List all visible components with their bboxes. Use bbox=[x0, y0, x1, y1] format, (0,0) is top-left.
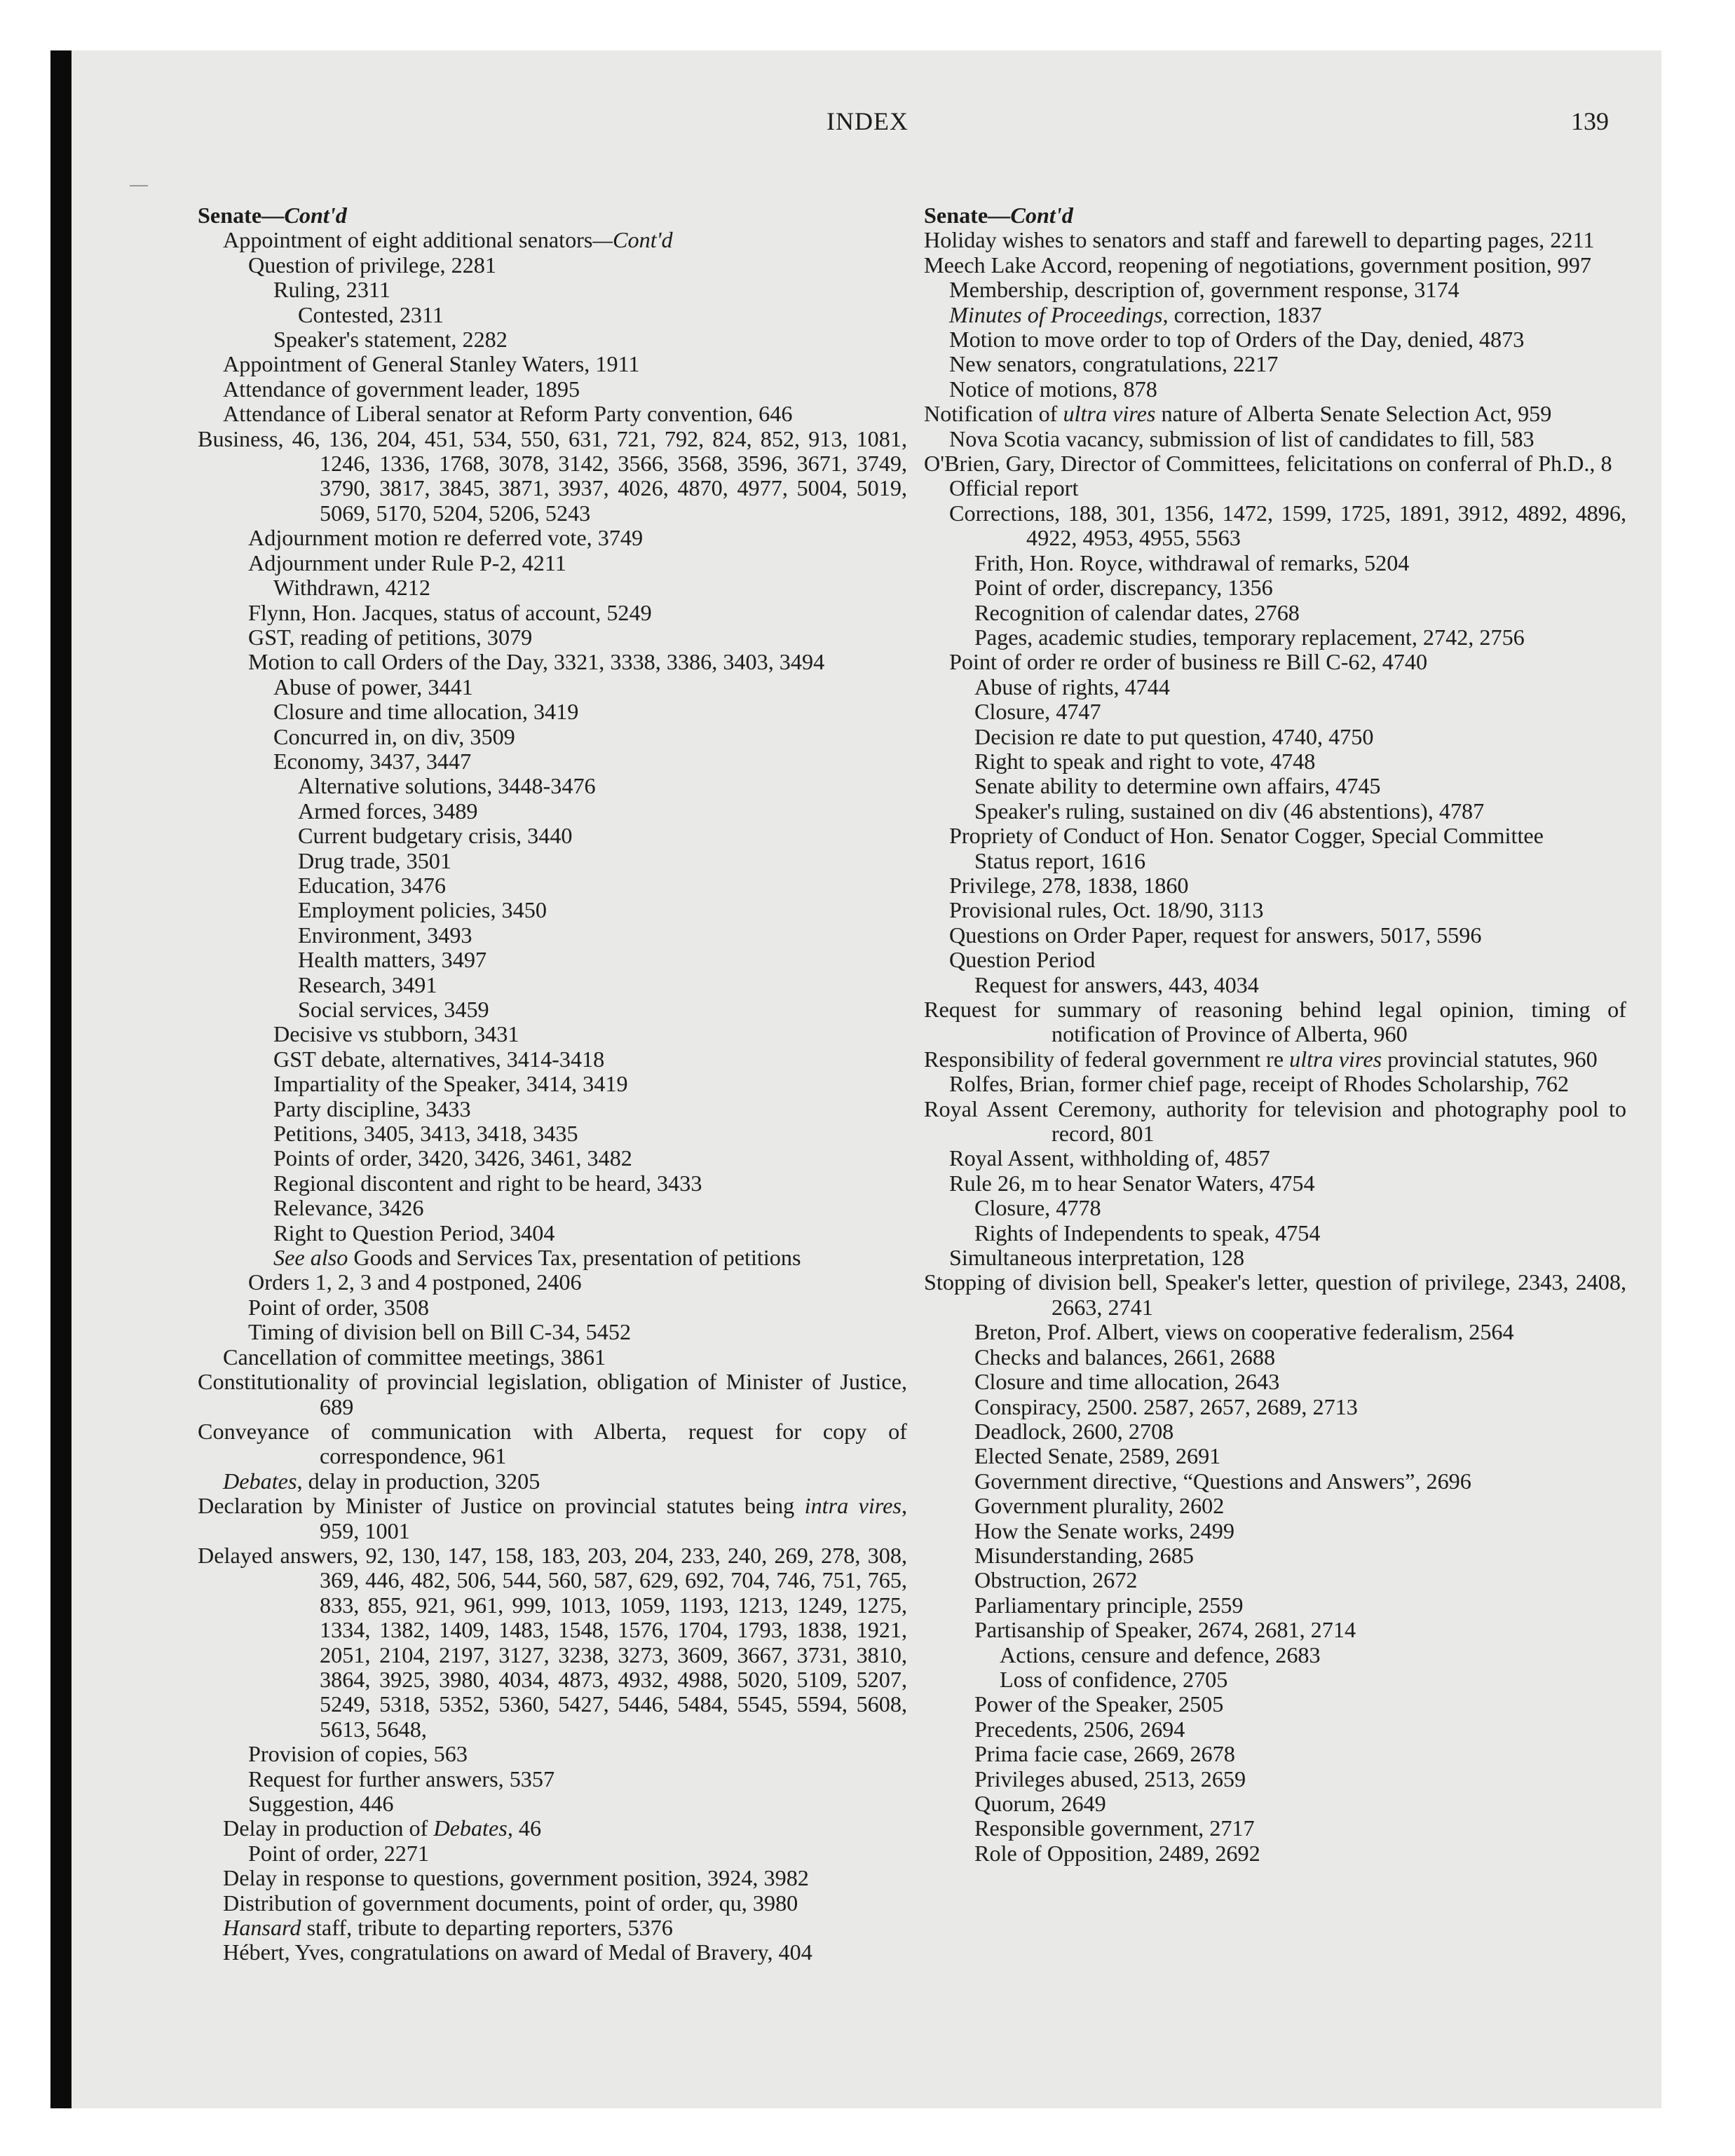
index-term: Ruling, 2311 bbox=[273, 277, 390, 303]
index-term: Constitutionality of provincial legislation, obligation of Minister of Justice, 689 bbox=[198, 1369, 907, 1419]
index-entry bbox=[273, 327, 907, 352]
index-entry bbox=[924, 451, 1626, 476]
index-entry bbox=[924, 402, 1626, 426]
index-term: Current budgetary crisis, 3440 bbox=[298, 823, 573, 849]
index-entry bbox=[974, 1767, 1626, 1792]
index-entry bbox=[974, 1568, 1626, 1592]
index-entry bbox=[974, 1320, 1626, 1344]
index-entry bbox=[298, 799, 907, 824]
index-entry bbox=[974, 1221, 1626, 1246]
italic-term: ultra vires bbox=[1063, 401, 1156, 427]
index-entry bbox=[974, 625, 1626, 650]
index-term: Point of order, 3508 bbox=[248, 1294, 429, 1320]
index-entry bbox=[298, 923, 907, 948]
index-term: nature of Alberta Senate Selection Act, 959 bbox=[1155, 401, 1552, 427]
index-term: Speaker's statement, 2282 bbox=[273, 327, 508, 353]
index-entry bbox=[924, 1097, 1626, 1147]
index-term: Motion to move order to top of Orders of the Day, denied, 4873 bbox=[949, 327, 1525, 353]
index-entry bbox=[298, 849, 907, 873]
index-entry bbox=[924, 1270, 1626, 1320]
index-entry bbox=[974, 1196, 1626, 1220]
index-term: Closure, 4747 bbox=[974, 699, 1101, 725]
index-term: Privileges abused, 2513, 2659 bbox=[974, 1766, 1246, 1792]
index-entry bbox=[248, 1792, 907, 1816]
index-entry bbox=[298, 303, 907, 327]
index-term: Hébert, Yves, congratulations on award of Medal of Bravery, 404 bbox=[223, 1939, 812, 1965]
index-term: Holiday wishes to senators and staff and farewell to departing pages, 2211 bbox=[924, 227, 1595, 253]
index-term: Drug trade, 3501 bbox=[298, 847, 451, 873]
index-entry bbox=[198, 1494, 907, 1543]
scan-bottom-margin bbox=[50, 2108, 1661, 2156]
index-entry bbox=[949, 898, 1626, 922]
index-entry bbox=[974, 675, 1626, 700]
index-term: Delayed answers, 92, 130, 147, 158, 183, 203, 204, 233, 240, 269, 278, 308, 369, 446, 482, 506, 544, 560, 587, 629, 692, 704, 746, 751, 765, 833, 855, 921, 961, 999, 1013, 1059, 1193, 1213, 1249, 1275, 1334, 1382, 1409, 1483, 1548, 1576, 1704, 1793, 1838, 1921, 2051, 2104, 2197, 3127, 3238, 3273, 3609, 3667, 3731, 3810, 3864, 3925, 3980, 4034, 4873, 4932, 4988, 5020, 5109, 5207, 5249, 5318, 5352, 5360, 5427, 5446, 5484, 5545, 5594, 5608, 5613, 5648, bbox=[198, 1542, 907, 1742]
index-term: Environment, 3493 bbox=[298, 922, 472, 948]
continued-mark: —Cont'd bbox=[988, 203, 1073, 228]
index-term: Question of privilege, 2281 bbox=[248, 252, 496, 278]
index-entry bbox=[974, 1419, 1626, 1444]
index-entry bbox=[248, 551, 907, 575]
index-term: Closure, 4778 bbox=[974, 1195, 1101, 1221]
index-entry bbox=[949, 1246, 1626, 1270]
index-entry bbox=[1000, 1643, 1626, 1667]
index-entry bbox=[974, 1717, 1626, 1742]
index-entry bbox=[198, 1543, 907, 1742]
index-term: Business, 46, 136, 204, 451, 534, 550, 631, 721, 792, 824, 852, 913, 1081, 1246, 1336, 1768, 3078, 3142, 3566, 3568, 3596, 3671, 3749, 3790, 3817, 3845, 3871, 3937, 4026, 4870, 4977, 5004, 5019, 5069, 5170, 5204, 5206, 5243 bbox=[198, 425, 907, 526]
index-term: Question Period bbox=[949, 947, 1096, 973]
index-term: Rights of Independents to speak, 4754 bbox=[974, 1220, 1321, 1246]
index-entry bbox=[298, 774, 907, 798]
index-entry bbox=[974, 973, 1626, 997]
index-term: Nova Scotia vacancy, submission of list of candidates to fill, 583 bbox=[949, 425, 1535, 451]
index-entry bbox=[974, 1345, 1626, 1370]
index-term: Attendance of government leader, 1895 bbox=[223, 376, 580, 402]
index-entry bbox=[974, 1519, 1626, 1543]
index-entry bbox=[248, 1270, 907, 1295]
index-entry bbox=[949, 948, 1626, 972]
index-entry bbox=[974, 1692, 1626, 1717]
italic-term: ultra vires bbox=[1289, 1046, 1382, 1072]
index-entry bbox=[248, 1295, 907, 1320]
index-term: Status report, 1616 bbox=[974, 847, 1146, 873]
index-term: Royal Assent, withholding of, 4857 bbox=[949, 1145, 1270, 1171]
index-term: Delay in response to questions, government position, 3924, 3982 bbox=[223, 1865, 809, 1891]
index-term: New senators, congratulations, 2217 bbox=[949, 351, 1279, 377]
index-entry bbox=[924, 228, 1626, 252]
index-term: Simultaneous interpretation, 128 bbox=[949, 1245, 1245, 1271]
index-entry bbox=[223, 1469, 907, 1494]
index-term: Request for summary of reasoning behind legal opinion, timing of notification of Province of Alberta, 960 bbox=[924, 997, 1626, 1047]
index-term: Stopping of division bell, Speaker's letter, question of privilege, 2343, 2408, 2663, 2741 bbox=[924, 1269, 1626, 1320]
index-term: Point of order re order of business re Bill C-62, 4740 bbox=[949, 649, 1428, 675]
index-entry bbox=[273, 575, 907, 600]
index-term: Abuse of power, 3441 bbox=[273, 674, 473, 700]
index-entry bbox=[248, 1742, 907, 1766]
continued-mark: —Cont'd bbox=[261, 203, 347, 228]
index-entry bbox=[198, 427, 907, 526]
index-term: Delay in production of bbox=[223, 1815, 434, 1841]
index-entry bbox=[273, 1097, 907, 1121]
index-entry bbox=[974, 551, 1626, 575]
index-heading bbox=[924, 203, 1626, 228]
index-term: Breton, Prof. Albert, views on cooperative federalism, 2564 bbox=[974, 1319, 1514, 1345]
index-term: Request for further answers, 5357 bbox=[248, 1766, 555, 1792]
index-term: Conveyance of communication with Alberta, request for copy of correspondence, 961 bbox=[198, 1418, 907, 1469]
index-entry bbox=[949, 923, 1626, 948]
index-term: Checks and balances, 2661, 2688 bbox=[974, 1344, 1276, 1370]
index-term: Responsibility of federal government re bbox=[924, 1046, 1290, 1072]
index-term: Corrections, 188, 301, 1356, 1472, 1599, 1725, 1891, 3912, 4892, 4896, 4922, 4953, 4955, 5563 bbox=[949, 500, 1626, 551]
index-term: Adjournment under Rule P-2, 4211 bbox=[248, 550, 566, 575]
index-term: Deadlock, 2600, 2708 bbox=[974, 1418, 1174, 1444]
index-entry bbox=[949, 303, 1626, 327]
continued-mark: —Cont'd bbox=[592, 227, 673, 253]
index-term: O'Brien, Gary, Director of Committees, felicitations on conferral of Ph.D., 8 bbox=[924, 451, 1612, 477]
index-term: Notice of motions, 878 bbox=[949, 376, 1157, 402]
index-entry bbox=[949, 278, 1626, 302]
italic-term: intra vires bbox=[804, 1493, 901, 1519]
index-term: Government plurality, 2602 bbox=[974, 1493, 1225, 1519]
index-term: Senate bbox=[198, 203, 262, 228]
index-entry bbox=[924, 1047, 1626, 1072]
index-entry bbox=[298, 824, 907, 848]
index-term: Propriety of Conduct of Hon. Senator Cogger, Special Committee bbox=[949, 823, 1544, 849]
italic-term: Hansard bbox=[223, 1915, 301, 1941]
index-term: Meech Lake Accord, reopening of negotiations, government position, 997 bbox=[924, 252, 1591, 278]
index-term: Loss of confidence, 2705 bbox=[1000, 1666, 1228, 1692]
index-term: , correction, 1837 bbox=[1162, 301, 1322, 327]
index-entry bbox=[974, 1494, 1626, 1518]
index-heading bbox=[198, 203, 907, 228]
index-entry bbox=[949, 650, 1626, 674]
index-term: Cancellation of committee meetings, 3861 bbox=[223, 1344, 606, 1370]
index-entry bbox=[273, 675, 907, 700]
index-entry bbox=[974, 1841, 1626, 1866]
index-term: Closure and time allocation, 2643 bbox=[974, 1369, 1280, 1395]
index-entry bbox=[198, 1419, 907, 1469]
index-term: staff, tribute to departing reporters, 5376 bbox=[301, 1915, 673, 1941]
italic-term: See also bbox=[273, 1245, 348, 1271]
index-term: Appointment of General Stanley Waters, 1911 bbox=[223, 351, 640, 377]
index-term: Declaration by Minister of Justice on provincial statutes being bbox=[198, 1493, 805, 1519]
index-term: Questions on Order Paper, request for answers, 5017, 5596 bbox=[949, 922, 1482, 948]
index-term: Contested, 2311 bbox=[298, 301, 444, 327]
index-term: Conspiracy, 2500. 2587, 2657, 2689, 2713 bbox=[974, 1393, 1358, 1419]
index-entry bbox=[273, 1221, 907, 1246]
index-entry bbox=[974, 1543, 1626, 1568]
index-term: Frith, Hon. Royce, withdrawal of remarks, 5204 bbox=[974, 550, 1410, 575]
index-entry bbox=[974, 1792, 1626, 1816]
index-entry bbox=[223, 377, 907, 402]
index-term: Official report bbox=[949, 475, 1079, 501]
index-term: Suggestion, 446 bbox=[248, 1791, 394, 1816]
index-entry bbox=[974, 1816, 1626, 1841]
index-term: Parliamentary principle, 2559 bbox=[974, 1592, 1244, 1618]
index-term: Decision re date to put question, 4740, 4750 bbox=[974, 723, 1374, 749]
index-entry bbox=[974, 1469, 1626, 1494]
index-term: Closure and time allocation, 3419 bbox=[273, 699, 579, 725]
index-entry bbox=[248, 1767, 907, 1792]
index-entry bbox=[949, 824, 1626, 848]
index-entry bbox=[248, 1320, 907, 1344]
index-term: Decisive vs stubborn, 3431 bbox=[273, 1021, 519, 1047]
index-term: Distribution of government documents, point of order, qu, 3980 bbox=[223, 1890, 798, 1916]
margin-mark bbox=[130, 185, 148, 186]
index-term: Request for answers, 443, 4034 bbox=[974, 971, 1259, 997]
index-term: Speaker's ruling, sustained on div (46 abstentions), 4787 bbox=[974, 798, 1485, 824]
index-entry bbox=[223, 1891, 907, 1916]
index-entry bbox=[273, 1072, 907, 1096]
index-entry bbox=[273, 278, 907, 302]
index-term: How the Senate works, 2499 bbox=[974, 1517, 1234, 1543]
index-entry bbox=[273, 1146, 907, 1171]
index-term: Rule 26, m to hear Senator Waters, 4754 bbox=[949, 1170, 1315, 1196]
index-term: Senate bbox=[924, 203, 988, 228]
index-entry bbox=[974, 601, 1626, 625]
index-entry bbox=[248, 1841, 907, 1866]
index-entry bbox=[273, 725, 907, 749]
index-term: Education, 3476 bbox=[298, 872, 446, 898]
index-term: Points of order, 3420, 3426, 3461, 3482 bbox=[273, 1145, 632, 1171]
index-entry bbox=[974, 725, 1626, 749]
index-entry bbox=[273, 1047, 907, 1072]
index-term: Point of order, 2271 bbox=[248, 1840, 429, 1866]
index-entry bbox=[198, 1370, 907, 1419]
index-entry bbox=[273, 749, 907, 774]
index-term: Notification of bbox=[924, 401, 1063, 427]
index-term: Impartiality of the Speaker, 3414, 3419 bbox=[273, 1071, 628, 1097]
italic-term: Minutes of Proceedings bbox=[949, 301, 1163, 327]
index-entry bbox=[273, 1171, 907, 1196]
index-term: Timing of division bell on Bill C-34, 5452 bbox=[248, 1319, 632, 1345]
running-head: INDEX bbox=[826, 107, 909, 135]
index-entry bbox=[223, 1816, 907, 1841]
index-entry bbox=[974, 1618, 1626, 1642]
index-entry bbox=[248, 625, 907, 650]
index-entry bbox=[974, 849, 1626, 873]
index-term: Employment policies, 3450 bbox=[298, 897, 547, 923]
index-entry bbox=[223, 228, 907, 252]
index-term: Role of Opposition, 2489, 2692 bbox=[974, 1840, 1260, 1866]
index-term: provincial statutes, 960 bbox=[1382, 1046, 1598, 1072]
index-entry bbox=[974, 774, 1626, 798]
index-entry bbox=[223, 1866, 907, 1890]
index-term: Petitions, 3405, 3413, 3418, 3435 bbox=[273, 1121, 578, 1147]
index-term: Government directive, “Questions and Answers”, 2696 bbox=[974, 1468, 1471, 1494]
index-entry bbox=[223, 1940, 907, 1965]
index-term: Flynn, Hon. Jacques, status of account, 5249 bbox=[248, 599, 652, 625]
index-entry bbox=[273, 1246, 907, 1270]
index-entry bbox=[924, 253, 1626, 278]
index-term: Withdrawn, 4212 bbox=[273, 575, 430, 601]
index-term: Armed forces, 3489 bbox=[298, 798, 478, 824]
index-entry bbox=[223, 1345, 907, 1370]
index-term: , 46 bbox=[507, 1815, 542, 1841]
index-entry bbox=[974, 1444, 1626, 1468]
index-entry bbox=[298, 873, 907, 898]
index-entry bbox=[273, 1196, 907, 1220]
index-entry bbox=[949, 1072, 1626, 1096]
index-term: Elected Senate, 2589, 2691 bbox=[974, 1443, 1221, 1469]
index-term: Economy, 3437, 3447 bbox=[273, 748, 472, 774]
index-entry bbox=[949, 327, 1626, 352]
index-term: Social services, 3459 bbox=[298, 997, 489, 1022]
index-term: Goods and Services Tax, presentation of petitions bbox=[348, 1245, 801, 1271]
index-term: Point of order, discrepancy, 1356 bbox=[974, 575, 1273, 601]
index-term: Misunderstanding, 2685 bbox=[974, 1542, 1194, 1568]
index-term: Rolfes, Brian, former chief page, receipt of Rhodes Scholarship, 762 bbox=[949, 1071, 1570, 1097]
index-term: Membership, description of, government response, 3174 bbox=[949, 277, 1460, 303]
index-entry bbox=[949, 1146, 1626, 1171]
index-entry bbox=[273, 1121, 907, 1146]
index-entry bbox=[949, 1171, 1626, 1196]
index-entry bbox=[949, 873, 1626, 898]
index-entry bbox=[223, 352, 907, 376]
index-term: Precedents, 2506, 2694 bbox=[974, 1716, 1185, 1742]
index-entry bbox=[248, 650, 907, 674]
index-term: GST, reading of petitions, 3079 bbox=[248, 624, 533, 650]
index-term: Quorum, 2649 bbox=[974, 1791, 1106, 1816]
index-entry bbox=[248, 253, 907, 278]
index-term: Concurred in, on div, 3509 bbox=[273, 723, 515, 749]
index-entry bbox=[974, 749, 1626, 774]
index-term: Attendance of Liberal senator at Reform Party convention, 646 bbox=[223, 401, 793, 427]
index-term: Abuse of rights, 4744 bbox=[974, 674, 1170, 700]
index-term: Research, 3491 bbox=[298, 971, 437, 997]
index-term: Relevance, 3426 bbox=[273, 1195, 424, 1221]
index-entry bbox=[949, 427, 1626, 451]
index-term: Provision of copies, 563 bbox=[248, 1741, 468, 1767]
index-term: Adjournment motion re deferred vote, 3749 bbox=[248, 525, 644, 551]
italic-term: Debates bbox=[433, 1815, 508, 1841]
index-term: Obstruction, 2672 bbox=[974, 1567, 1138, 1593]
italic-term: Debates bbox=[223, 1468, 297, 1494]
index-term: GST debate, alternatives, 3414-3418 bbox=[273, 1046, 605, 1072]
index-entry bbox=[949, 476, 1626, 500]
index-column-left bbox=[198, 203, 907, 1965]
index-term: Privilege, 278, 1838, 1860 bbox=[949, 872, 1189, 898]
index-entry bbox=[949, 377, 1626, 402]
scan-edge-shadow bbox=[50, 50, 72, 2108]
index-entry bbox=[974, 1370, 1626, 1394]
index-term: Health matters, 3497 bbox=[298, 947, 487, 973]
index-entry bbox=[1000, 1667, 1626, 1692]
index-entry bbox=[248, 601, 907, 625]
index-term: Partisanship of Speaker, 2674, 2681, 2714 bbox=[974, 1617, 1356, 1643]
index-entry bbox=[949, 352, 1626, 376]
index-term: Recognition of calendar dates, 2768 bbox=[974, 599, 1300, 625]
index-entry bbox=[924, 501, 1626, 551]
index-entry bbox=[298, 997, 907, 1022]
index-term: Senate ability to determine own affairs, 4745 bbox=[974, 773, 1381, 799]
index-entry bbox=[924, 997, 1626, 1047]
index-entry bbox=[974, 1395, 1626, 1419]
index-term: Orders 1, 2, 3 and 4 postponed, 2406 bbox=[248, 1269, 582, 1295]
index-entry bbox=[974, 799, 1626, 824]
index-entry bbox=[298, 973, 907, 997]
index-entry bbox=[974, 1593, 1626, 1618]
index-term: Royal Assent Ceremony, authority for television and photography pool to record, 801 bbox=[924, 1096, 1626, 1147]
index-term: Pages, academic studies, temporary replacement, 2742, 2756 bbox=[974, 624, 1525, 650]
index-term: Right to speak and right to vote, 4748 bbox=[974, 748, 1316, 774]
index-term: Prima facie case, 2669, 2678 bbox=[974, 1741, 1235, 1767]
index-entry bbox=[974, 700, 1626, 724]
index-term: , 959, 1001 bbox=[320, 1493, 907, 1543]
index-entry bbox=[974, 1742, 1626, 1766]
index-term: Right to Question Period, 3404 bbox=[273, 1220, 555, 1246]
index-entry bbox=[223, 1916, 907, 1940]
index-entry bbox=[273, 700, 907, 724]
index-entry bbox=[298, 948, 907, 972]
index-entry bbox=[248, 526, 907, 550]
index-column-right bbox=[924, 203, 1626, 1866]
index-entry bbox=[974, 575, 1626, 600]
index-term: Regional discontent and right to be heard, 3433 bbox=[273, 1170, 702, 1196]
index-entry bbox=[273, 1022, 907, 1046]
index-term: Responsible government, 2717 bbox=[974, 1815, 1255, 1841]
index-entry bbox=[298, 898, 907, 922]
index-term: Motion to call Orders of the Day, 3321, 3338, 3386, 3403, 3494 bbox=[248, 649, 825, 675]
index-term: Actions, censure and defence, 2683 bbox=[1000, 1642, 1321, 1667]
index-term: Alternative solutions, 3448-3476 bbox=[298, 773, 596, 799]
index-entry bbox=[223, 402, 907, 426]
index-term: Appointment of eight additional senators bbox=[223, 227, 593, 253]
index-term: Power of the Speaker, 2505 bbox=[974, 1691, 1224, 1717]
index-term: Party discipline, 3433 bbox=[273, 1096, 471, 1121]
index-term: Provisional rules, Oct. 18/90, 3113 bbox=[949, 897, 1264, 923]
index-term: , delay in production, 3205 bbox=[297, 1468, 540, 1494]
page-number: 139 bbox=[1571, 107, 1609, 135]
